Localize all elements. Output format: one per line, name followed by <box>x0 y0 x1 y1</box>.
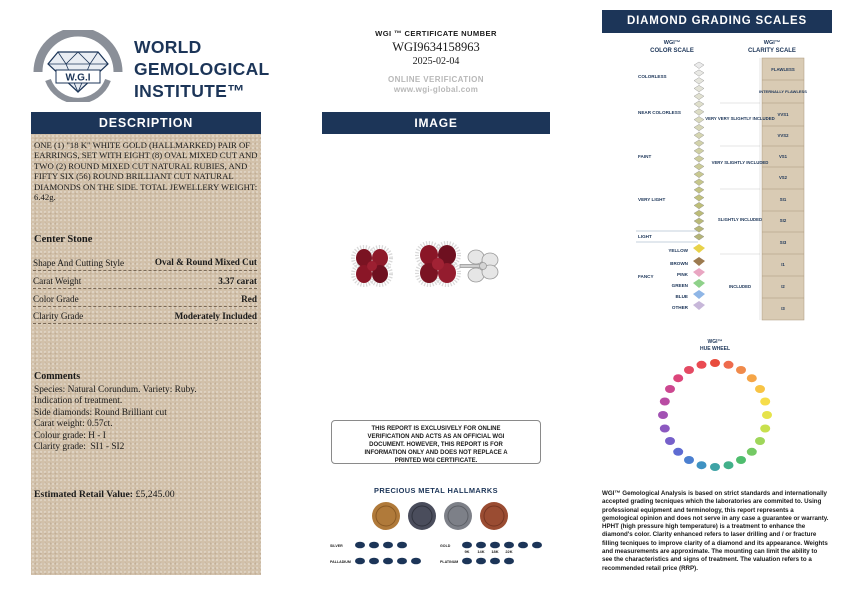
hue-dot-icon <box>665 385 675 393</box>
color-grade-diamond-icon <box>694 218 704 225</box>
grade-si2: SI2 <box>779 218 787 223</box>
color-grade-diamond-icon <box>694 101 704 108</box>
fancy-brown: BROWN <box>670 261 688 266</box>
footnote-line: see the characteristics and signs of treatment. The valuation refers to a <box>602 556 812 564</box>
footnote-line: and measurements are approximate. The mounting can limit the ability to <box>602 548 818 556</box>
gold-label: GOLD <box>440 544 451 548</box>
color-grade-diamond-icon <box>694 70 704 77</box>
gold-hallmark-icons <box>462 542 542 549</box>
online-verification-label: ONLINE VERIFICATION <box>388 75 484 84</box>
grade-vs1: VS1 <box>778 154 788 159</box>
right-earring <box>417 243 459 285</box>
color-grade-diamond-icon <box>694 234 704 241</box>
logo-line-2: GEMOLOGICAL <box>134 59 270 79</box>
svg-text:W.G.I: W.G.I <box>65 72 91 84</box>
gold-coin-icon <box>372 502 400 530</box>
color-grade-diamond-icon <box>694 117 704 124</box>
comment-line: Side diamonds: Round Brilliant cut <box>34 407 167 418</box>
footnote-line: accepted grading tecniques which the laboratories are commited to. Using <box>602 498 822 506</box>
color-grade-diamond-icon <box>694 140 704 147</box>
fancy-pink: PINK <box>677 272 688 277</box>
clarity-value: Moderately Included <box>174 311 257 321</box>
hue-dot-icon <box>660 425 670 433</box>
hallmarks-title: PRECIOUS METAL HALLMARKS <box>374 486 498 495</box>
color-grade-diamond-icon <box>694 78 704 85</box>
fancy-other: OTHER <box>671 305 688 310</box>
color-grade-diamond-icon <box>694 195 704 202</box>
disclaimer-line: PRINTED WGI CERTIFICATE. <box>394 458 478 464</box>
color-grade-diamond-icon <box>694 226 704 233</box>
wgi-logo <box>28 30 268 102</box>
color-grade-diamond-icon <box>694 187 704 194</box>
footnote-line: HPHT (high pressure high temperature) is a treatment to enhance the <box>602 523 806 531</box>
comments-text <box>34 385 197 453</box>
fancy-yellow: YELLOW <box>668 248 688 253</box>
hue-wheel <box>640 337 790 477</box>
gold-mark-18k: 18K <box>491 549 499 554</box>
grading-footnote <box>602 490 832 573</box>
footnote-line: recommended retail price (RRP). <box>602 564 698 572</box>
footnote-line: professional equipment and terminology, this report represents a <box>602 506 794 514</box>
hue-wheel-dots <box>658 359 772 471</box>
hue-dot-icon <box>658 411 668 419</box>
hue-dot-icon <box>747 448 757 456</box>
logo-wordmark <box>134 36 270 102</box>
footnote-line: WGI™ Gemological Analysis is based on strict standards and internationally <box>602 490 827 497</box>
hue-dot-icon <box>762 411 772 419</box>
grade-vvs1: VVS1 <box>777 112 789 117</box>
clarity-group-i: INCLUDED <box>728 284 752 289</box>
hue-dot-icon <box>684 366 694 374</box>
platinum-label: PLATINUM <box>440 560 459 564</box>
clarity-group-vs: VERY SLIGHTLY INCLUDED <box>711 160 769 165</box>
color-grade-diamond-icon <box>694 210 704 217</box>
logo-line-3: INSTITUTE™ <box>134 81 245 101</box>
color-row <box>33 290 257 307</box>
color-grade-diamond-icon <box>694 163 704 170</box>
certificate-number: WGI9634158963 <box>392 40 480 54</box>
gold-mark-9k: 9K <box>464 549 470 554</box>
color-grade-diamond-icon <box>694 85 704 92</box>
platinum-hallmark-icons <box>462 558 514 565</box>
metal-coins <box>370 500 510 532</box>
certificate-label: WGI ™ CERTIFICATE NUMBER <box>375 29 497 38</box>
carat-value: 3.37 carat <box>218 276 257 286</box>
hue-dot-icon <box>724 361 734 369</box>
grade-vs2: VS2 <box>778 175 788 180</box>
fancy-label: FANCY <box>638 274 654 279</box>
clarity-scale-title: CLARITY SCALE <box>748 48 796 54</box>
retail-value <box>34 489 175 500</box>
palladium-label: PALLADIUM <box>330 560 351 564</box>
very-light-label: VERY LIGHT <box>638 197 666 202</box>
rose-gold-coin-icon <box>480 502 508 530</box>
footnote-line: gemological opinion and does not serve in any case a guarantee or warranty. <box>602 514 829 522</box>
grading-scales-header: DIAMOND GRADING SCALES <box>602 10 832 33</box>
fancy-blue: BLUE <box>675 294 688 299</box>
color-grade-diamond-icon <box>694 202 704 209</box>
color-grade-diamond-icon <box>694 93 704 100</box>
clarity-group-si: SLIGHTLY INCLUDED <box>717 217 763 222</box>
color-grade-diamond-icon <box>694 124 704 130</box>
color-grade-diamond-icon <box>694 156 704 163</box>
comment-line: Clarity grade: SI1 - SI2 <box>34 442 125 453</box>
shape-value: Oval & Round Mixed Cut <box>154 257 257 267</box>
hue-dot-icon <box>710 359 720 367</box>
footnote-line: diamond's color. Clarity enhanced refers to laser drilling and / or fracture <box>602 531 817 539</box>
silver-label: SILVER <box>330 544 343 548</box>
hue-dot-icon <box>665 437 675 445</box>
disclaimer-line: DOCUMENT. HOWEVER, THIS REPORT IS FOR <box>369 442 503 448</box>
grade-i3: I3 <box>781 306 785 311</box>
grade-i2: I2 <box>781 284 785 289</box>
center-stone-title: Center Stone <box>34 234 93 245</box>
shape-label: Shape And Cutting Style <box>33 258 125 268</box>
hallmark-chart <box>330 540 545 570</box>
grade-si1: SI1 <box>779 197 787 202</box>
color-grade-diamond-icon <box>694 148 704 155</box>
wgi-mark-clarity: WGI™ <box>763 40 781 46</box>
color-grade-diamond-icon <box>694 132 704 139</box>
grade-si3: SI3 <box>779 240 787 245</box>
earrings-photo <box>350 236 510 298</box>
comment-line: Carat weight: 0.57ct. <box>34 419 113 430</box>
grade-if: INTERNALLY FLAWLESS <box>759 89 807 94</box>
wgi-emblem-icon <box>28 30 128 102</box>
gold-mark-22k: 22K <box>505 549 513 554</box>
earring-back <box>460 250 498 282</box>
light-label: LIGHT <box>638 234 652 239</box>
platinum-coin-icon <box>444 502 472 530</box>
disclaimer-line: VERIFICATION AND ACTS AS AN OFFICIAL WGI <box>367 434 505 440</box>
grading-scales-chart <box>602 36 832 321</box>
logo-line-1: WORLD <box>134 37 202 57</box>
carat-label: Carat Weight <box>33 276 82 286</box>
left-earring <box>353 247 391 285</box>
hue-wheel-wgi-mark: WGI™ <box>707 339 723 345</box>
color-value: Red <box>241 294 257 304</box>
hue-wheel-title: HUE WHEEL <box>700 346 730 352</box>
hue-dot-icon <box>673 374 683 382</box>
fancy-green: GREEN <box>671 283 688 288</box>
retail-label: Estimated Retail Value: <box>34 489 134 500</box>
hue-dot-icon <box>697 461 707 469</box>
hue-dot-icon <box>673 448 683 456</box>
color-label: Color Grade <box>33 294 79 304</box>
certificate-date: 2025-02-04 <box>412 56 460 67</box>
carat-row <box>33 272 257 289</box>
color-grade-diamond-icon <box>694 179 704 186</box>
hue-dot-icon <box>697 361 707 369</box>
disclaimer-line: THIS REPORT IS EXCLUSIVELY FOR ONLINE <box>371 426 501 432</box>
comment-line: Species: Natural Corundum. Variety: Ruby. <box>34 385 197 395</box>
color-scale-title: COLOR SCALE <box>650 48 694 54</box>
colorless-label: COLORLESS <box>638 74 667 79</box>
description-header: DESCRIPTION <box>31 112 261 134</box>
hue-dot-icon <box>660 398 670 406</box>
palladium-hallmark-icons <box>355 558 421 565</box>
hue-dot-icon <box>736 456 746 464</box>
silver-hallmark-icons <box>355 542 407 549</box>
fancy-diamond-icons <box>693 244 705 310</box>
hue-dot-icon <box>747 374 757 382</box>
color-grade-diamond-icon <box>694 62 704 69</box>
color-scale-diamond-icons <box>694 62 704 240</box>
hue-dot-icon <box>755 437 765 445</box>
footnote-line: filling tecniques to improve clarity of a diamond and its appearance. Weights <box>602 539 828 547</box>
comments-title: Comments <box>34 371 81 382</box>
color-grade-diamond-icon <box>694 171 704 178</box>
hue-dot-icon <box>684 456 694 464</box>
grade-i1: I1 <box>781 262 785 267</box>
hue-dot-icon <box>755 385 765 393</box>
hue-dot-icon <box>724 461 734 469</box>
disclaimer-line: INFORMATION ONLY AND DOES NOT REPLACE A <box>364 450 508 456</box>
color-grade-diamond-icon <box>694 109 704 116</box>
clarity-group-vvs: VERY VERY SLIGHTLY INCLUDED <box>705 116 775 121</box>
hue-dot-icon <box>760 425 770 433</box>
retail-amount: £5,245.00 <box>135 489 175 500</box>
comment-line: Colour grade: H - I <box>34 430 106 441</box>
hue-dot-icon <box>710 463 720 471</box>
image-header: IMAGE <box>322 112 550 134</box>
near-colorless-label: NEAR COLORLESS <box>638 110 681 115</box>
grade-vvs2: VVS2 <box>777 133 789 138</box>
wgi-mark-color: WGI™ <box>663 40 681 46</box>
clarity-row <box>33 307 257 324</box>
grade-fl: FLAWLESS <box>771 67 795 72</box>
hue-dot-icon <box>736 366 746 374</box>
faint-label: FAINT <box>638 154 652 159</box>
description-text: ONE (1) "18 K" WHITE GOLD (HALLMARKED) PAIR OF EARRINGS, SET WITH EIGHT (8) OVAL MIXED CUT AND TWO (2) ROUND MIXED CUT NATURAL RUBIES, AND FIFTY SIX (56) ROUND BRILLIANT CUT NATURAL DIAMONDS ON THE SIDE. TOTAL JEWELLERY WEIGHT: 6.42g. <box>34 140 258 203</box>
clarity-label: Clarity Grade <box>33 311 84 321</box>
comment-line: Indication of treatment. <box>34 396 123 407</box>
hue-dot-icon <box>760 398 770 406</box>
disclaimer-box <box>331 420 541 464</box>
shape-row <box>33 247 257 271</box>
description-panel <box>31 134 261 575</box>
silver-coin-icon <box>408 502 436 530</box>
gold-mark-14k: 14K <box>477 549 485 554</box>
online-verification-link[interactable]: www.wgi-global.com <box>393 85 479 94</box>
